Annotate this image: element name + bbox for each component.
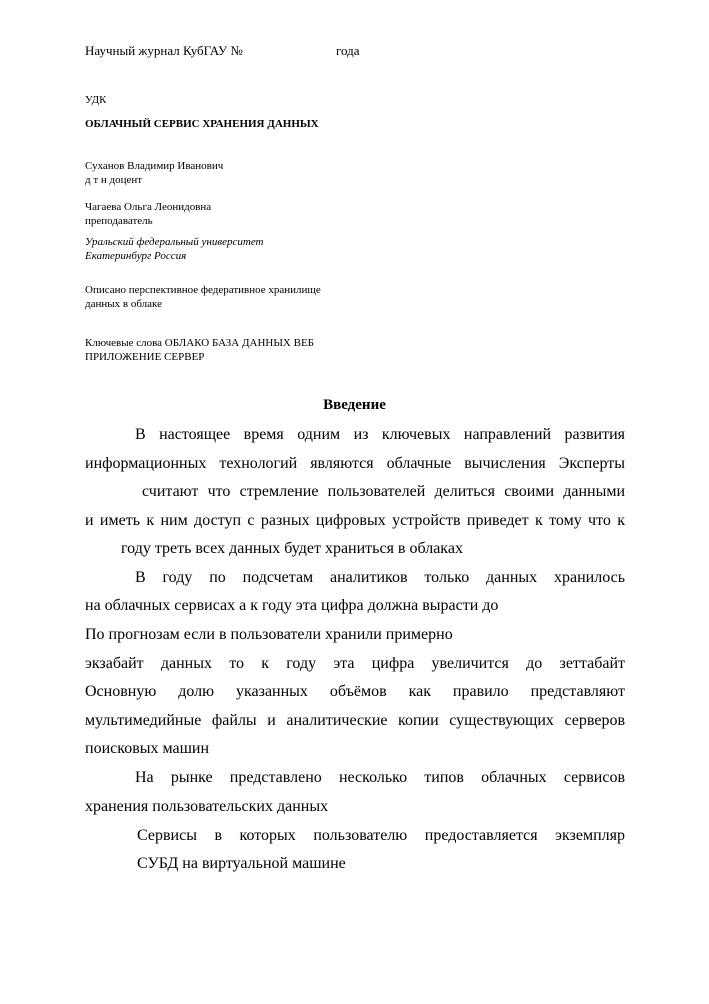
body-line: и иметь к ним доступ с разных цифровых устройств приведет к тому что к: [85, 512, 625, 529]
author2-name: Чагаева Ольга Леонидовна: [85, 201, 212, 213]
body-line: мультимедийные файлы и аналитические копии существующих серверов: [85, 712, 625, 729]
body-line: В году по подсчетам аналитиков только данных хранилось: [135, 569, 625, 586]
author2-position: преподаватель: [85, 215, 153, 227]
abstract-line-1: Описано перспективное федеративное хранилище: [85, 284, 321, 296]
body-line: хранения пользовательских данных: [85, 798, 329, 815]
body-line: на облачных сервисах а к году эта цифра должна вырасти до: [85, 597, 499, 614]
keywords-line-1: Ключевые слова ОБЛАКО БАЗА ДАННЫХ ВЕБ: [85, 337, 314, 349]
body-line: году треть всех данных будет храниться в облаках: [121, 540, 463, 557]
section-heading: Введение: [323, 397, 386, 413]
keywords-line-2: ПРИЛОЖЕНИЕ СЕРВЕР: [85, 351, 205, 363]
author1-name: Суханов Владимир Иванович: [85, 160, 224, 172]
year-label: года: [336, 43, 360, 58]
body-line: информационных технологий являются облачные вычисления Эксперты: [85, 455, 625, 472]
body-line: поисковых машин: [85, 740, 210, 757]
udk-label: УДК: [85, 94, 107, 106]
author1-degree: д т н доцент: [85, 174, 143, 186]
body-line: Сервисы в которых пользователю предоставляется экземпляр: [137, 827, 625, 844]
body-line: На рынке представлено несколько типов облачных сервисов: [135, 769, 625, 786]
abstract-line-2: данных в облаке: [85, 298, 162, 310]
article-title: ОБЛАЧНЫЙ СЕРВИС ХРАНЕНИЯ ДАННЫХ: [85, 118, 319, 130]
journal-header: Научный журнал КубГАУ №: [85, 43, 243, 58]
body-line: экзабайт данных то к году эта цифра увеличится до зеттабайт: [85, 655, 625, 672]
body-line: По прогнозам если в пользователи хранили примерно: [85, 626, 453, 643]
affiliation-university: Уральский федеральный университет: [85, 236, 264, 248]
body-line: В настоящее время одним из ключевых направлений развития: [135, 426, 625, 443]
body-line: СУБД на виртуальной машине: [137, 855, 346, 872]
body-line: Основную долю указанных объёмов как правило представляют: [85, 683, 625, 700]
body-line: считают что стремление пользователей делиться своими данными: [142, 483, 625, 500]
affiliation-city: Екатеринбург Россия: [85, 250, 187, 262]
